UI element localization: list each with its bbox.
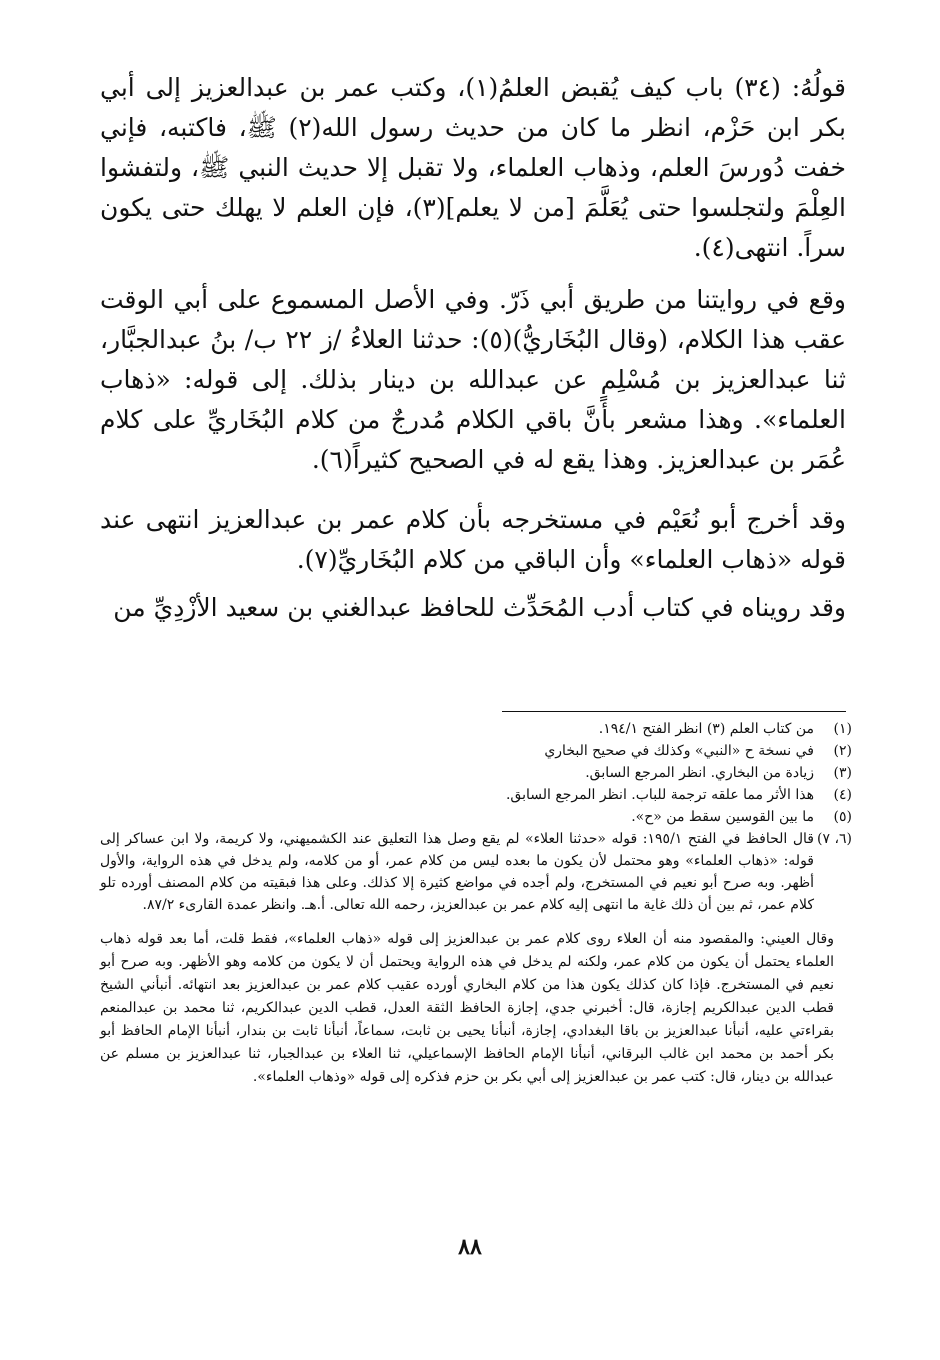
- paragraph-1: قولُهُ: (٣٤) باب كيف يُقبض العلمُ(١)، وكتب عمر بن عبدالعزيز إلى أبي بكر ابن حَزْم، انظر ما كان من حديث رسول الله(٢) ﷺ، فاكتبه، فإني خفت دُورسَ العلم، وذهاب العلماء، ولا تقبل إلا حديث النبي ﷺ، ولتفشوا العِلْمَ ولتجلسوا حتى يُعَلَّمَ [من لا يعلم](٣)، فإن العلم لا يهلك حتى يكون سراً. انتهى(٤).: [100, 73, 846, 262]
- footnotes: [100, 718, 852, 1089]
- footnote-text: من كتاب العلم (٣) انظر الفتح ١٩٤/١.: [598, 721, 814, 737]
- paragraph-2: وقع في روايتنا من طريق أبي ذَرّ. وفي الأصل المسموع على أبي الوقت عقب هذا الكلام، (وقال البُخَاريُّ)(٥): حدثنا العلاءُ /ز ٢٢ ب/ بنُ عبدالجبَّار، ثنا عبدالعزيز بن مُسْلِمٍ عن عبدالله بن دينار بذلك. إلى قوله: «ذهاب العلماء». وهذا مشعر بأنَّ باقي الكلام مُدرجٌ من كلام البُخَاريِّ على كلام عُمَر بن عبدالعزيز. وهذا يقع له في الصحيح كثيراً(٦).: [100, 285, 847, 474]
- footnote-divider: [502, 711, 846, 712]
- footnote-number: (١): [833, 721, 852, 737]
- main-text: [100, 68, 846, 628]
- footnote-number: (٦، ٧): [817, 831, 852, 847]
- footnote-text: هذا الأثر مما علقه ترجمة للباب. انظر المرجع السابق.: [505, 787, 814, 803]
- footnote: [100, 740, 852, 762]
- footnote: [100, 718, 852, 740]
- footnote-text: في نسخة ح «النبي» وكذلك في صحيح البخاري: [544, 743, 814, 759]
- footnote-continuation: وقال العيني: والمقصود منه أن العلاء روى كلام عمر بن عبدالعزيز إلى قوله «ذهاب العلماء»، فقط قلت، أما بعد قوله ذهاب العلماء يحتمل أن يكون من كلام عمر، ولكنه لم يدخل في هذه الرواية ويحتمل أن لا يكون من كلامه وهو الأظهر. وبه صرح أبو نعيم في المستخرج. فإذا كان كذلك يكون هذا من كلام البخاري أورده عقيب كلام عمر بن عبدالعزيز بعد انتهائه. أنبأني الشيخ قطب الدين عبدالكريم إجازة، قال: أخبرني جدي، إجازة الحافظ الثقة العدل، قطب الدين عبدالكريم، ثنا محمد بن عبدالمنعم بقراءتي عليه، أنبأنا عبدالعزيز بن باقا البغدادي، إجازة، أنبأنا يحيى بن ثابت، سماعاً، أنبأنا ثابت بن بندار، أنبأنا الإمام الحافظ أبو بكر أحمد بن محمد ابن غالب البرقاني، أنبأنا الإمام الحافظ الإسماعيلي، ثنا العلاء بن عبدالجبار، ثنا عبدالعزيز بن مسلم عن عبدالله بن دينار، قال: كتب عمر بن عبدالعزيز إلى أبي بكر بن حزم فذكره إلى قوله «وذهاب العلماء».: [100, 931, 834, 1085]
- footnote-number: (٣): [833, 765, 852, 781]
- footnote-text: ما بين القوسين سقط من «ح».: [631, 809, 814, 825]
- footnote: [100, 828, 852, 916]
- footnote: [100, 806, 852, 828]
- footnote-text: قال الحافظ في الفتح ١٩٥/١: قوله «حدثنا العلاء» لم يقع وصل هذا التعليق عند الكشميهني، ولا كريمة، ولا ابن عساكر إلى قوله: «ذهاب العلماء» وهو محتمل لأن يكون ما بعده ليس من كلام عمر، أو من كلامه، ولم يدخل في هذه الرواية، والأول أظهر. وبه صرح أبو نعيم في المستخرج، ولم أجده في مواضع كثيرة إلا كذلك. وعلى هذا فبقيته من كلام المصنف أورده تلو كلام عمر، ثم بين أن ذلك غاية ما انتهى إليه كلام عمر بن عبدالعزيز، رحمه الله تعالى. أ.هـ. وانظر عمدة القارىء ٨٧/٢.: [100, 831, 814, 913]
- footnote: [100, 784, 852, 806]
- footnote: [100, 762, 852, 784]
- footnote-number: (٤): [833, 787, 852, 803]
- footnote-number: (٢): [833, 743, 852, 759]
- footnote-number: (٥): [833, 809, 852, 825]
- page-number: ٨٨: [458, 1234, 482, 1260]
- paragraph-4: وقد رويناه في كتاب أدب المُحَدِّث للحافظ عبدالغني بن سعيد الأزْدِيِّ من: [113, 593, 846, 622]
- paragraph-3: وقد أخرج أبو نُعَيْم في مستخرجه بأن كلام عمر بن عبدالعزيز انتهى عند قوله «ذهاب العلماء» وأن الباقي من كلام البُخَاريِّ(٧).: [100, 505, 846, 574]
- footnote-text: زيادة من البخاري. انظر المرجع السابق.: [585, 765, 814, 781]
